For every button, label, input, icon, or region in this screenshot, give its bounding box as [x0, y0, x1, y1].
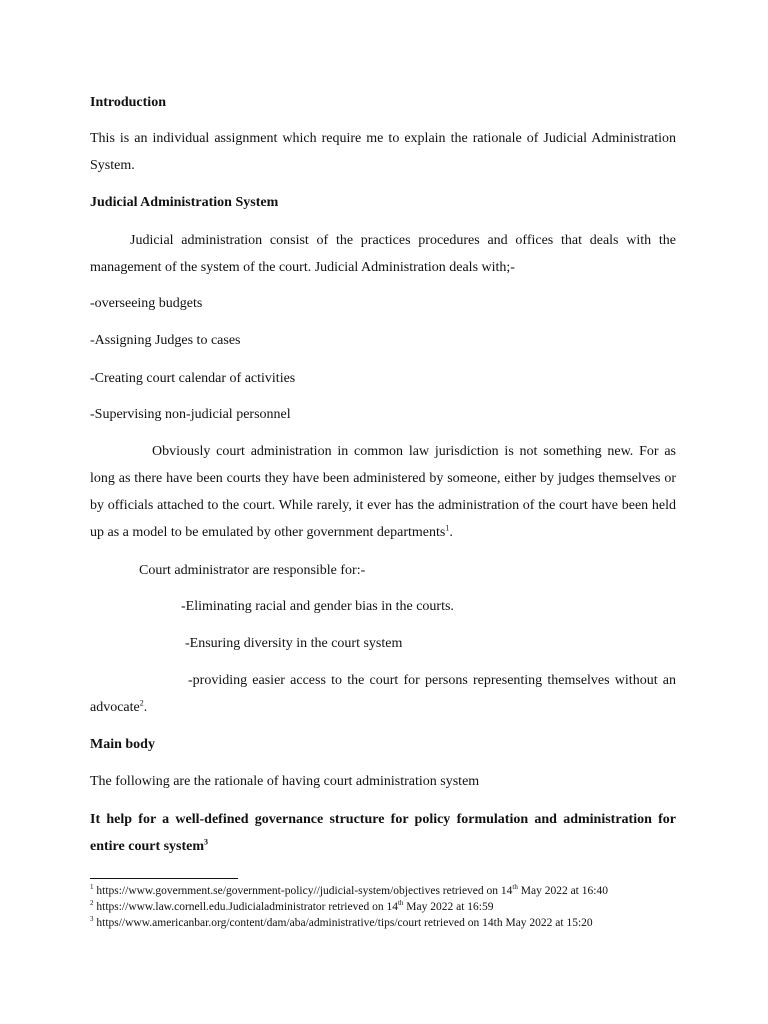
history-text: Obviously court administration in common law jurisdiction is not something new. For as long as there have been courts they have been administered by someone, either by judges themselves or by officials attached to the court. While rarely, it ever has the administration of the court have been held up as a model to be emulated by other government departments: [90, 444, 676, 540]
jas-heading: Judicial Administration System: [90, 195, 279, 210]
footnote-3: [90, 915, 730, 931]
jas-item-personnel: -Supervising non-judicial personnel: [90, 407, 291, 422]
footnote-text: https//www.americanbar.org/content/dam/aba/administrative/tips/court retrieved on 14th May 2022 at 15:20: [96, 917, 593, 929]
main-heading: Main body: [90, 737, 155, 752]
jas-item-judges: -Assigning Judges to cases: [90, 333, 241, 348]
footnote-ref-1: 1: [445, 523, 450, 533]
admin-item-access: [90, 667, 676, 721]
admin-access-period: .: [143, 700, 148, 715]
jas-paragraph: Judicial administration consist of the practices procedures and offices that deals with the management of the system of the court. Judicial Administration deals with;-: [90, 233, 676, 275]
history-period: .: [449, 525, 453, 540]
jas-item-budgets: -overseeing budgets: [90, 296, 203, 311]
admin-item-diversity: -Ensuring diversity in the court system: [185, 636, 403, 651]
footnote-text: https://www.government.se/government-policy//judicial-system/objectives retrieved on 14: [96, 885, 513, 897]
main-subheading: [90, 806, 676, 860]
footnote-separator: [90, 878, 238, 879]
admin-intro: Court administrator are responsible for:-: [139, 563, 366, 578]
admin-access-text: -providing easier access to the court for persons representing themselves without an advocate: [90, 673, 676, 715]
admin-item-bias: -Eliminating racial and gender bias in the courts.: [181, 599, 454, 614]
history-paragraph: [90, 438, 676, 546]
intro-paragraph: This is an individual assignment which require me to explain the rationale of Judicial Administration System.: [90, 131, 676, 173]
intro-heading: Introduction: [90, 95, 166, 110]
footnote-1: [90, 883, 730, 899]
footnote-2: [90, 899, 730, 915]
footnote-number: 2: [90, 899, 94, 908]
footnote-text-end: May 2022 at 16:40: [517, 885, 608, 897]
main-paragraph: The following are the rationale of having court administration system: [90, 774, 480, 789]
footnote-superscript: th: [512, 883, 518, 892]
jas-item-calendar: -Creating court calendar of activities: [90, 371, 296, 386]
footnote-number: 3: [90, 915, 94, 924]
footnote-text: https://www.law.cornell.edu.Judicialadministrator retrieved on 14: [96, 901, 398, 913]
footnote-superscript: th: [397, 899, 404, 908]
footnote-text-end: May 2022 at 16:59: [403, 901, 494, 913]
footnote-ref-3: 3: [204, 837, 209, 847]
main-subheading-text: It help for a well-defined governance structure for policy formulation and administration for entire court system: [90, 812, 676, 854]
footnote-number: 1: [90, 883, 94, 892]
footnote-ref-2: 2: [139, 698, 144, 708]
